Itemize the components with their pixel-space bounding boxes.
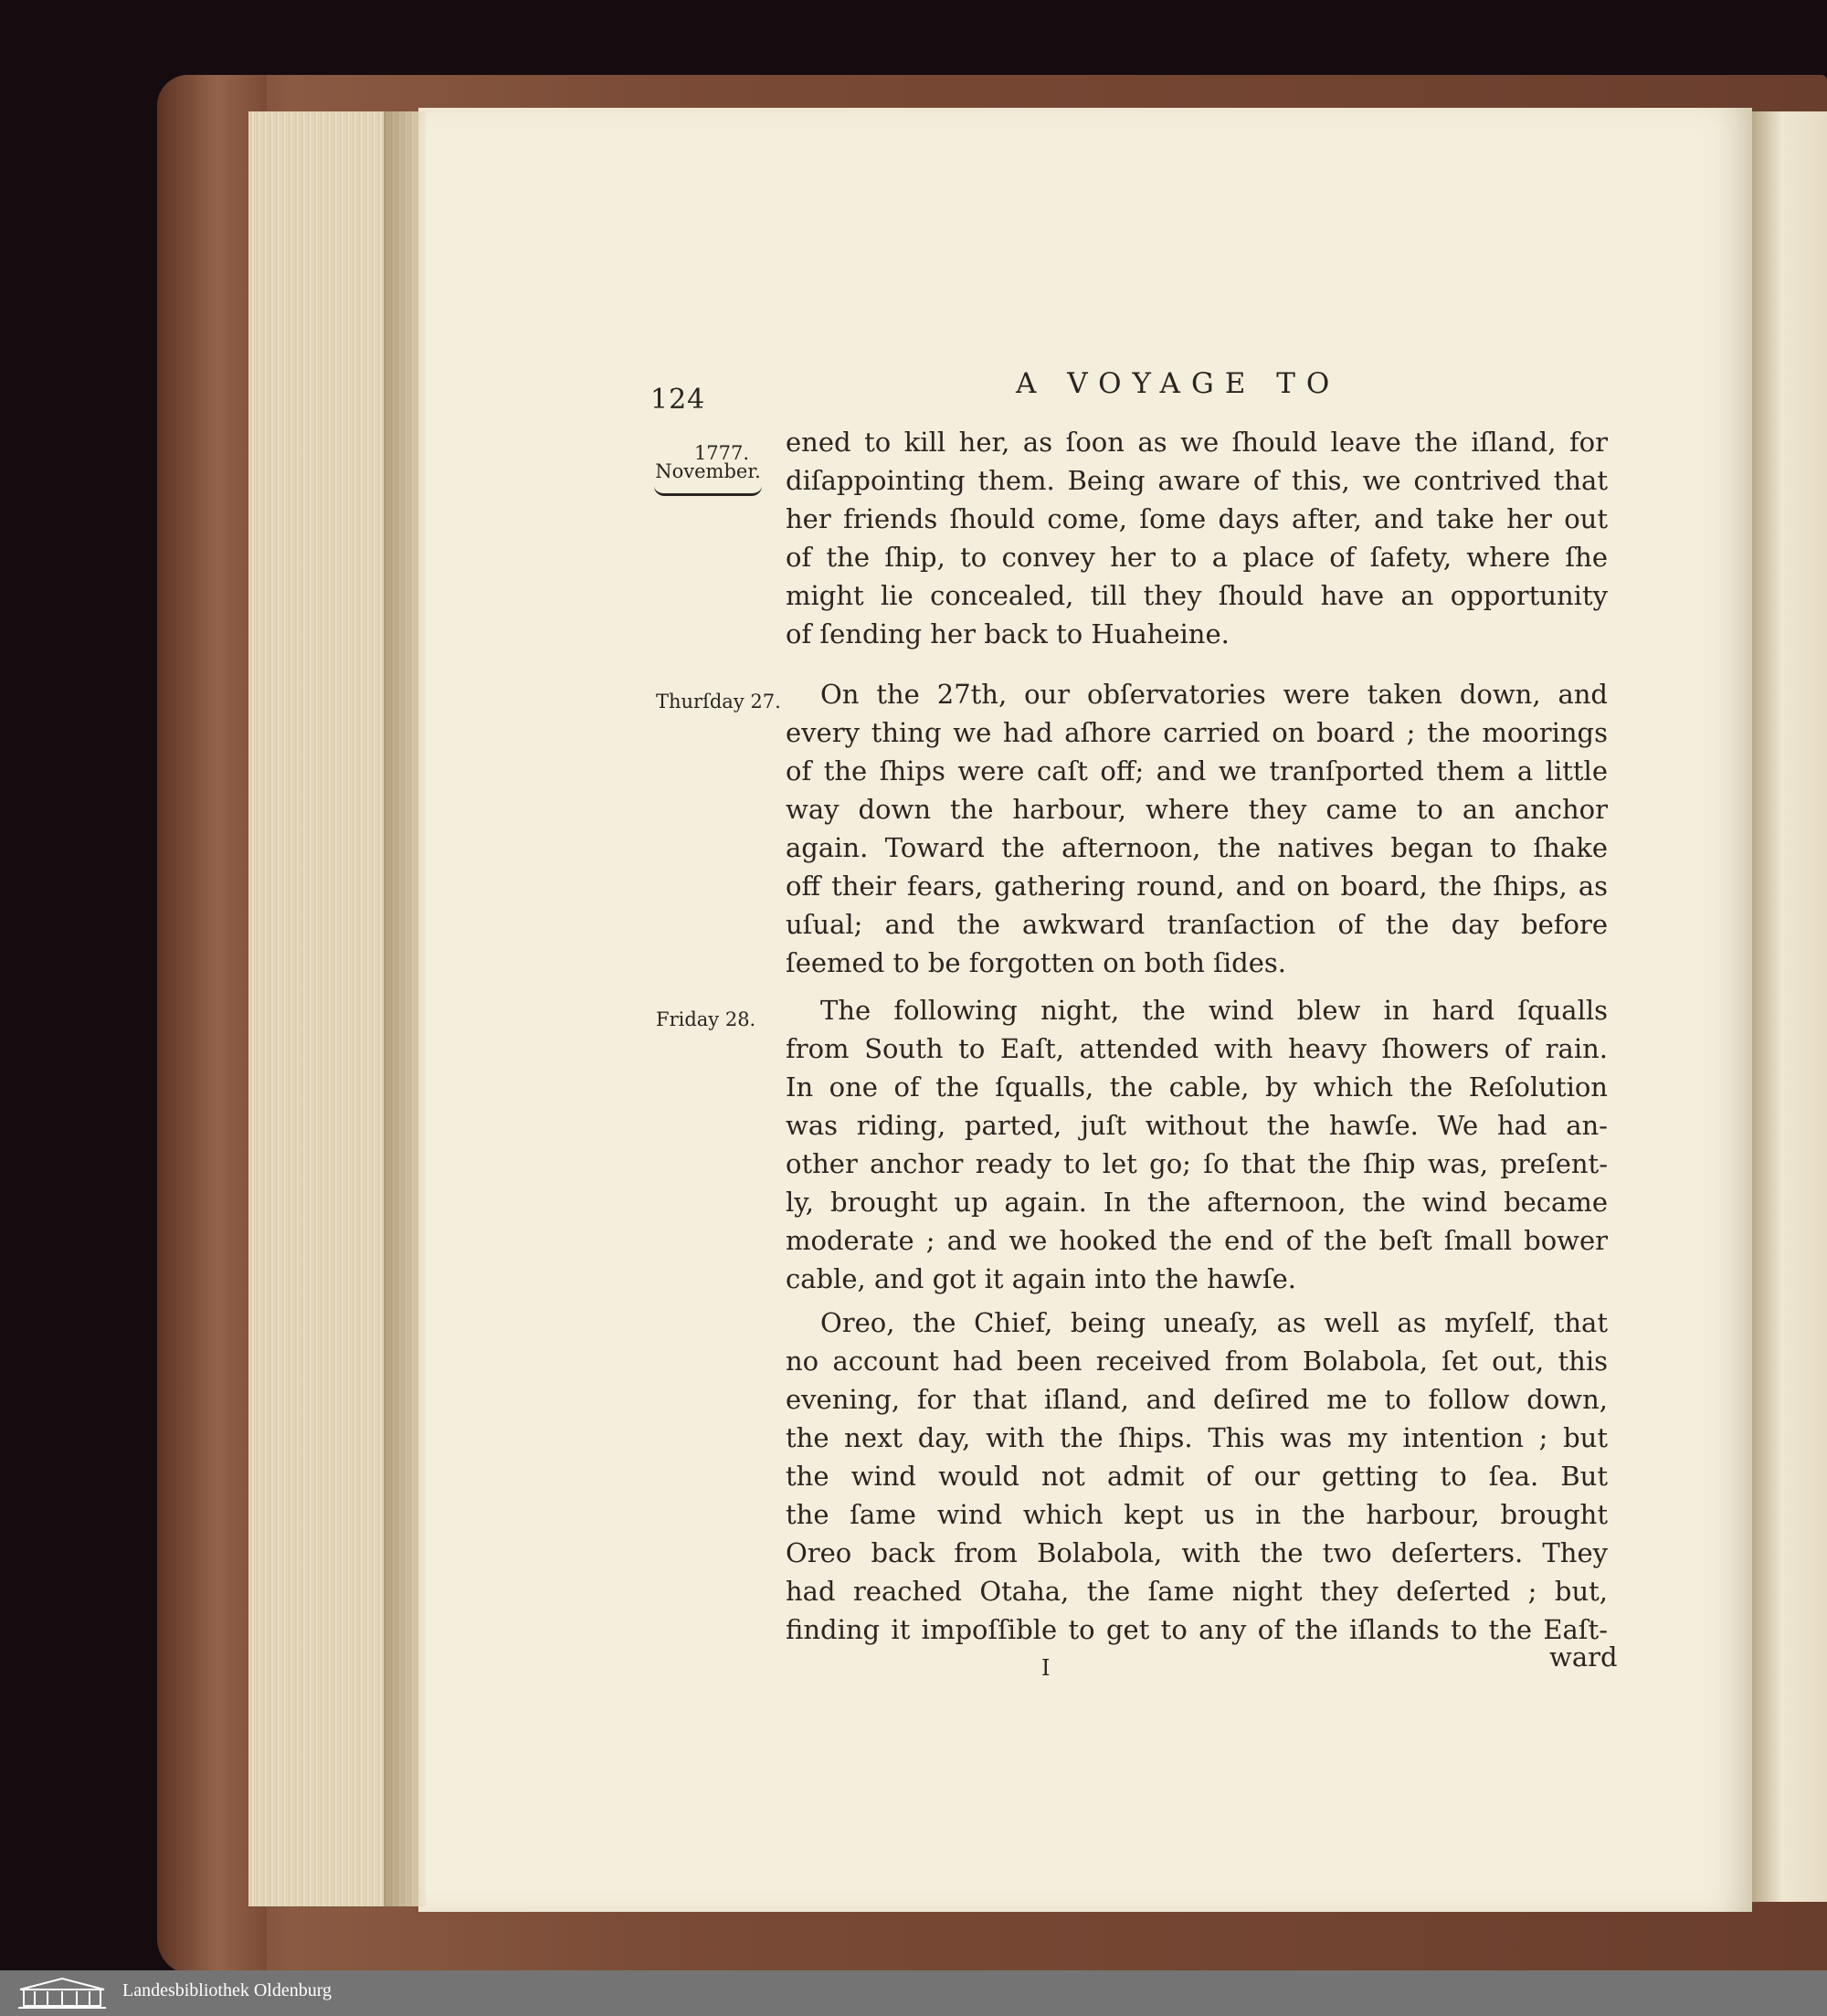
catchword: ward: [1549, 1641, 1618, 1673]
text-line: moderate ; and we hooked the end of the beſt ſmall bower: [786, 1225, 1608, 1256]
text-line: Oreo, the Chief, being uneaſy, as well as myſelf, that: [820, 1307, 1608, 1338]
text-line: the wind would not admit of our getting to ſea. But: [786, 1461, 1608, 1492]
text-line: of the ſhips were caſt off; and we tranſported them a little: [786, 755, 1608, 786]
margin-brace: [654, 486, 762, 496]
gutter-shadow: [384, 111, 426, 1906]
text-line: again. Toward the afternoon, the natives began to ſhake: [786, 832, 1608, 863]
text-line: Oreo back from Bolabola, with the two deſerters. They: [786, 1537, 1608, 1568]
text-line: from South to Eaſt, attended with heavy ſhowers of rain.: [786, 1033, 1608, 1064]
text-line: off their fears, gathering round, and on board, the ſhips, as: [786, 871, 1608, 902]
text-line: her friends ſhould come, ſome days after, and take her out: [786, 503, 1608, 534]
margin-date-friday: Friday 28.: [656, 1008, 756, 1030]
margin-month: November.: [655, 460, 761, 482]
text-line: In one of the ſqualls, the cable, by which the Reſolution: [786, 1071, 1608, 1103]
text-line: the next day, with the ſhips. This was my intention ; but: [786, 1422, 1608, 1453]
text-line: cable, and got it again into the hawſe.: [786, 1263, 1296, 1294]
text-line: of the ſhip, to convey her to a place of ſafety, where ſhe: [786, 542, 1608, 573]
running-title: A VOYAGE TO: [1016, 367, 1341, 400]
text-line: The following night, the wind blew in hard ſqualls: [820, 995, 1608, 1026]
footer-banner: [0, 1970, 1827, 2016]
margin-date-thursday: Thurſday 27.: [656, 691, 781, 712]
text-line: On the 27th, our obſervatories were taken down, and: [820, 679, 1608, 710]
text-line: way down the harbour, where they came to an anchor: [786, 794, 1608, 825]
text-line: evening, for that iſland, and deſired me to follow down,: [786, 1384, 1608, 1415]
signature-mark: I: [1041, 1655, 1051, 1681]
text-line: no account had been received from Bolabola, ſet out, this: [786, 1346, 1608, 1377]
text-line: ſeemed to be forgotten on both ſides.: [786, 947, 1286, 978]
library-building-icon: [16, 1977, 108, 2010]
page-number: 124: [650, 384, 706, 416]
text-line: uſual; and the awkward tranſaction of the day before: [786, 909, 1608, 940]
text-line: had reached Otaha, the ſame night they deſerted ; but,: [786, 1576, 1608, 1607]
text-line: diſappointing them. Being aware of this, we contrived that: [786, 465, 1608, 496]
text-line: might lie concealed, till they ſhould have an opportunity: [786, 580, 1608, 611]
text-line: the ſame wind which kept us in the harbour, brought: [786, 1499, 1608, 1530]
text-line: ened to kill her, as ſoon as we ſhould leave the iſland, for: [786, 427, 1608, 458]
text-line: of ſending her back to Huaheine.: [786, 618, 1230, 649]
text-line: every thing we had aſhore carried on board ; the moorings: [786, 717, 1608, 748]
text-line: finding it impoſſible to get to any of the iſlands to the Eaſt-: [786, 1614, 1608, 1645]
text-line: other anchor ready to let go; ſo that the ſhip was, preſent-: [786, 1148, 1608, 1179]
text-line: ly, brought up again. In the afternoon, the wind became: [786, 1187, 1608, 1218]
facing-page-edge: [1752, 111, 1827, 1902]
text-line: was riding, parted, juſt without the hawſe. We had an-: [786, 1110, 1608, 1141]
footer-library-name: Landesbibliothek Oldenburg: [122, 1980, 333, 2000]
margin-year: 1777.: [693, 442, 750, 464]
